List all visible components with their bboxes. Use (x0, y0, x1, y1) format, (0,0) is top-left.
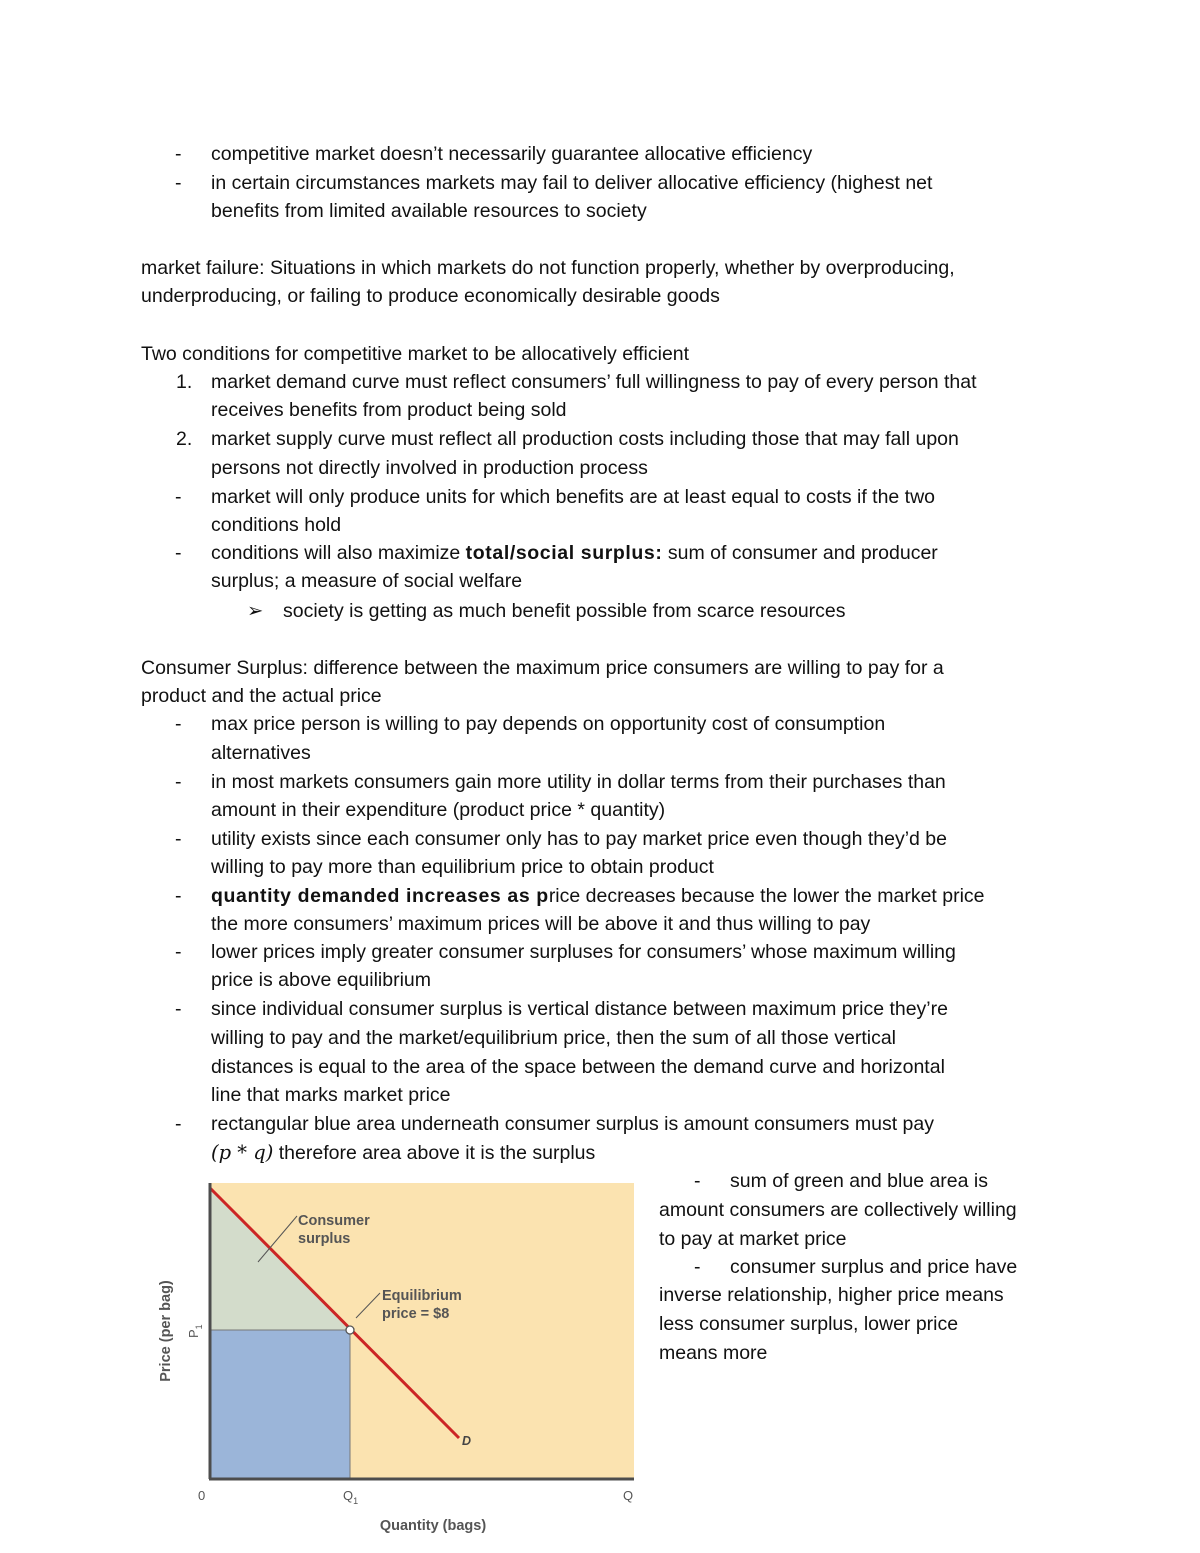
dash-marker: - (175, 941, 182, 963)
consumer-surplus-label: surplus (298, 1231, 351, 1247)
bullet-text: in most markets consumers gain more utility in dollar terms from their purchases than (211, 771, 946, 793)
bullet-text: since individual consumer surplus is vertical distance between maximum price they’re (211, 998, 948, 1020)
bullet-text: line that marks market price (211, 1084, 451, 1106)
list-item: market demand curve must reflect consumers’ full willingness to pay of every person that (211, 371, 977, 393)
dash-marker: - (175, 713, 182, 735)
arrow-bullet-icon: ➢ (247, 600, 264, 622)
equilibrium-point (346, 1326, 354, 1334)
section-heading: Two conditions for competitive market to be allocatively efficient (141, 343, 690, 365)
dash-marker: - (175, 885, 182, 907)
side-note-text: means more (659, 1342, 768, 1364)
consumer-surplus-label: Consumer (298, 1213, 370, 1229)
side-note-text: less consumer surplus, lower price (659, 1313, 959, 1335)
bold-term: total/social surplus: (465, 542, 663, 564)
bullet-text-part: sum of consumer and producer (662, 542, 938, 564)
math-expression: (p * q) (211, 1141, 274, 1164)
bullet-text-part: therefore area above it is the surplus (273, 1142, 596, 1164)
bullet-text: amount in their expenditure (product price * quantity) (211, 799, 666, 821)
bullet-text: max price person is willing to pay depends on opportunity cost of consumption (211, 713, 886, 735)
side-note-text: sum of green and blue area is (730, 1170, 988, 1192)
dash-marker: - (175, 172, 182, 194)
bullet-text: conditions hold (211, 514, 342, 536)
bullet-text: utility exists since each consumer only has to pay market price even though they’d be (211, 828, 947, 850)
side-note-text: consumer surplus and price have (730, 1256, 1018, 1278)
dash-marker: - (175, 542, 182, 564)
dash-marker: - (175, 828, 182, 850)
bullet-text: distances is equal to the area of the space between the demand curve and horizontal (211, 1056, 945, 1078)
definition-text: market failure: Situations in which markets do not function properly, whether by overproducing, (141, 257, 955, 279)
bullet-text-part: conditions will also maximize (211, 542, 466, 564)
x-tick-label: Q (623, 1488, 634, 1503)
bullet-text: in certain circumstances markets may fail to deliver allocative efficiency (highest net (211, 172, 933, 194)
dash-marker: - (694, 1256, 701, 1278)
list-item: persons not directly involved in production process (211, 457, 648, 479)
definition-text: Consumer Surplus: difference between the maximum price consumers are willing to pay for a (141, 657, 944, 679)
side-note-text: to pay at market price (659, 1228, 847, 1250)
dash-marker: - (694, 1170, 701, 1192)
bullet-text: competitive market doesn’t necessarily guarantee allocative efficiency (211, 143, 813, 165)
side-note-text: amount consumers are collectively willing (659, 1199, 1017, 1221)
definition-text: underproducing, or failing to produce economically desirable goods (141, 285, 720, 307)
dash-marker: - (175, 771, 182, 793)
bullet-text: willing to pay more than equilibrium price to obtain product (211, 856, 714, 878)
x-tick-label: $Q_1$ (343, 1488, 359, 1506)
equilibrium-label: price = $8 (382, 1306, 450, 1322)
dash-marker: - (175, 143, 182, 165)
bullet-text: market will only produce units for which benefits are at least equal to costs if the two (211, 486, 936, 508)
expenditure-area (210, 1330, 350, 1478)
dash-marker: - (175, 1113, 182, 1135)
list-item: receives benefits from product being sold (211, 399, 567, 421)
dash-marker: - (175, 486, 182, 508)
bold-term: quantity demanded increases as p (211, 885, 549, 907)
side-note-text: inverse relationship, higher price means (659, 1284, 1004, 1306)
equilibrium-label: Equilibrium (382, 1288, 462, 1304)
list-item: market supply curve must reflect all production costs including those that may fall upon (211, 428, 959, 450)
x-axis-label: Quantity (bags) (379, 1518, 487, 1534)
sub-bullet-text: society is getting as much benefit possible from scarce resources (283, 600, 846, 622)
y-tick-label: $P_1$ (186, 1324, 204, 1338)
bullet-text: surplus; a measure of social welfare (211, 570, 523, 592)
y-axis-label: Price (per bag) (158, 1280, 174, 1382)
bullet-text: the more consumers’ maximum prices will be above it and thus willing to pay (211, 913, 871, 935)
list-number: 2. (176, 428, 193, 450)
dash-marker: - (175, 998, 182, 1020)
bullet-text: lower prices imply greater consumer surpluses for consumers’ whose maximum willing (211, 941, 956, 963)
bullet-text: alternatives (211, 742, 311, 764)
list-number: 1. (176, 371, 193, 393)
definition-text: product and the actual price (141, 685, 382, 707)
bullet-text-part: rice decreases because the lower the market price (548, 885, 985, 907)
bullet-text: benefits from limited available resources to society (211, 200, 647, 222)
bullet-text: willing to pay and the market/equilibrium price, then the sum of all those vertical (211, 1027, 897, 1049)
x-tick-label: 0 (198, 1488, 206, 1503)
demand-label: D (462, 1434, 472, 1448)
bullet-text: price is above equilibrium (211, 969, 432, 991)
bullet-text: rectangular blue area underneath consumer surplus is amount consumers must pay (211, 1113, 934, 1135)
